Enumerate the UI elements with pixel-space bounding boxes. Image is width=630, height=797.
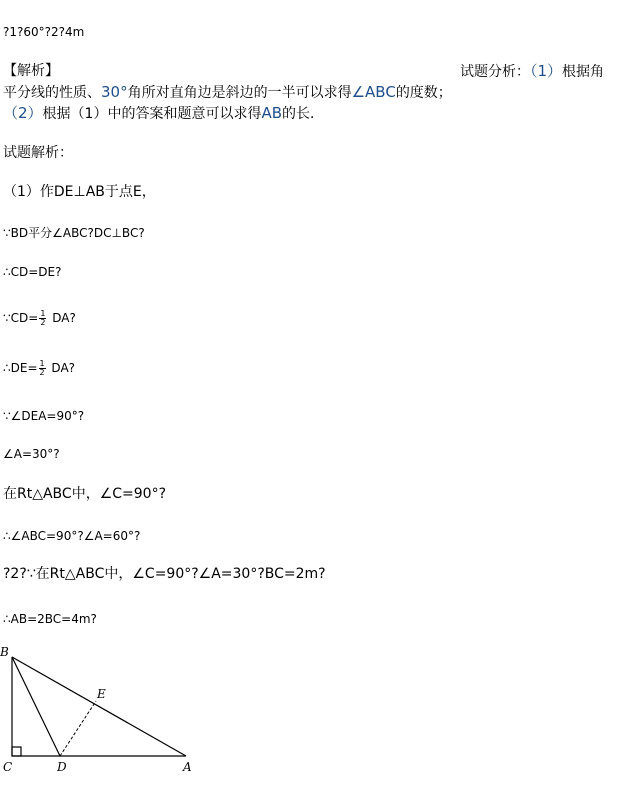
solution-step-7: ∠A=30°? — [3, 447, 60, 461]
label-e: E — [97, 687, 106, 701]
part-one-marker: （1） — [530, 62, 563, 80]
fraction-denominator: 2 — [39, 368, 45, 377]
angle-30: 30° — [101, 83, 128, 101]
analysis-header: 【解析】 — [3, 63, 59, 79]
analysis-text: 平分线的性质、 — [3, 85, 101, 101]
segment-ab: AB — [261, 104, 283, 122]
segment-ba — [12, 657, 186, 756]
solution-step-11: ∴AB=2BC=4m? — [3, 612, 97, 626]
solution-step-3: ∴CD=DE? — [3, 265, 62, 279]
part-two-marker: （2） — [3, 104, 43, 122]
analysis-text: 的度数； — [395, 85, 452, 101]
analysis-text: 根据（1）中的答案和题意可以求得 — [42, 106, 262, 122]
solution-step-1: （1）作DE⊥AB于点E， — [3, 184, 156, 200]
fraction-denominator: 2 — [40, 318, 46, 327]
right-angle-mark — [12, 747, 21, 756]
solution-step-2: ∵BD平分∠ABC?DC⊥BC? — [3, 226, 145, 240]
label-c: C — [3, 760, 13, 774]
solution-title: 试题解析： — [3, 145, 73, 161]
label-d: D — [57, 760, 67, 774]
analysis-line-2 — [3, 82, 452, 103]
segment-de — [60, 701, 96, 756]
label-a: A — [183, 760, 192, 774]
fraction-half — [39, 360, 46, 377]
solution-step-6: ∵∠DEA=90°? — [3, 409, 85, 423]
solution-step-5 — [3, 360, 75, 377]
fraction-numerator: 1 — [40, 309, 46, 318]
fraction-numerator: 1 — [39, 359, 45, 368]
angle-abc: ∠ABC — [351, 83, 396, 101]
fraction-half — [39, 310, 46, 327]
step-text: ∴DE= — [3, 361, 38, 375]
analysis-label: 试题分析： — [460, 64, 530, 80]
step-text: DA? — [48, 311, 76, 325]
step-text: ∵CD= — [3, 311, 39, 325]
step-text: DA? — [47, 361, 76, 375]
segment-bd — [12, 657, 60, 756]
solution-step-10: ?2?∵在Rt△ABC中，∠C=90°?∠A=30°?BC=2m? — [3, 566, 326, 582]
analysis-intro — [460, 62, 604, 81]
analysis-text: 的长． — [282, 106, 325, 122]
label-b: B — [0, 645, 9, 659]
solution-step-8: 在Rt△ABC中，∠C=90°? — [3, 486, 166, 502]
solution-step-9: ∴∠ABC=90°?∠A=60°? — [3, 529, 141, 543]
triangle-figure — [0, 640, 210, 780]
answer-line: ?1?60°?2?4m — [3, 25, 85, 39]
analysis-intro-text: 根据角 — [562, 64, 605, 80]
analysis-text: 角所对直角边是斜边的一半可以求得 — [127, 85, 352, 101]
solution-step-4 — [3, 310, 76, 327]
analysis-line-3 — [3, 103, 324, 124]
